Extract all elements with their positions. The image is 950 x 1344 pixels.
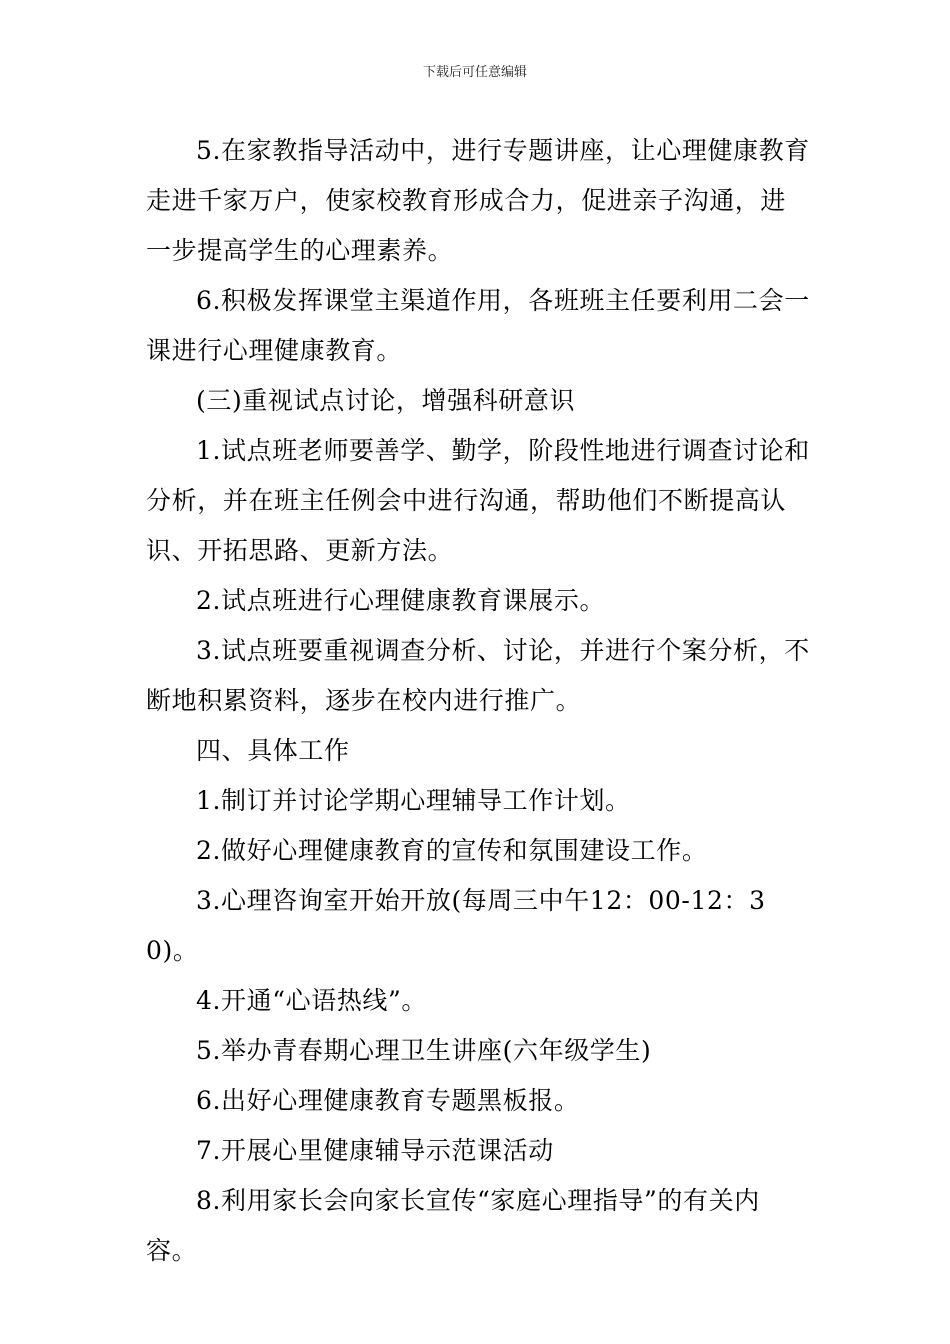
list-item-work-plan: 1.制订并讨论学期心理辅导工作计划。 [196, 786, 631, 815]
page-header-note: 下载后可任意编辑 [422, 65, 527, 80]
list-item-parent-meeting: 8.利用家长会向家长宣传“家庭心理指导”的有关内容。 [146, 1186, 760, 1265]
paragraph-pilot-case-analysis: 3.试点班要重视调查分析、讨论，并进行个案分析，不断地积累资料，逐步在校内进行推广。 [146, 636, 810, 715]
document-body [146, 126, 810, 1276]
paragraph-pilot-class-showcase: 2.试点班进行心理健康教育课展示。 [196, 586, 606, 615]
list-item-demo-class: 7.开展心里健康辅导示范课活动 [196, 1136, 554, 1165]
paragraph-pilot-teachers: 1.试点班老师要善学、勤学，阶段性地进行调查讨论和分析，并在班主任例会中进行沟通，帮助他们不断提高认识、开拓思路、更新方法。 [146, 436, 810, 565]
list-item-puberty-lecture: 5.举办青春期心理卫生讲座(六年级学生) [196, 1036, 652, 1065]
paragraph-home-education-lectures: 5.在家教指导活动中，进行专题讲座，让心理健康教育走进千家万户，使家校教育形成合力，促进亲子沟通，进一步提高学生的心理素养。 [146, 136, 810, 265]
list-item-counseling-room: 3.心理咨询室开始开放(每周三中午12：00-12：30)。 [146, 886, 766, 965]
section-heading-pilot-research: (三)重视试点讨论，增强科研意识 [196, 386, 576, 415]
section-heading-specific-work: 四、具体工作 [196, 736, 350, 765]
list-item-hotline: 4.开通“心语热线”。 [196, 986, 428, 1015]
list-item-publicity: 2.做好心理健康教育的宣传和氛围建设工作。 [196, 836, 708, 865]
paragraph-classroom-channel: 6.积极发挥课堂主渠道作用，各班班主任要利用二会一课进行心理健康教育。 [146, 286, 810, 365]
list-item-blackboard: 6.出好心理健康教育专题黑板报。 [196, 1086, 580, 1115]
